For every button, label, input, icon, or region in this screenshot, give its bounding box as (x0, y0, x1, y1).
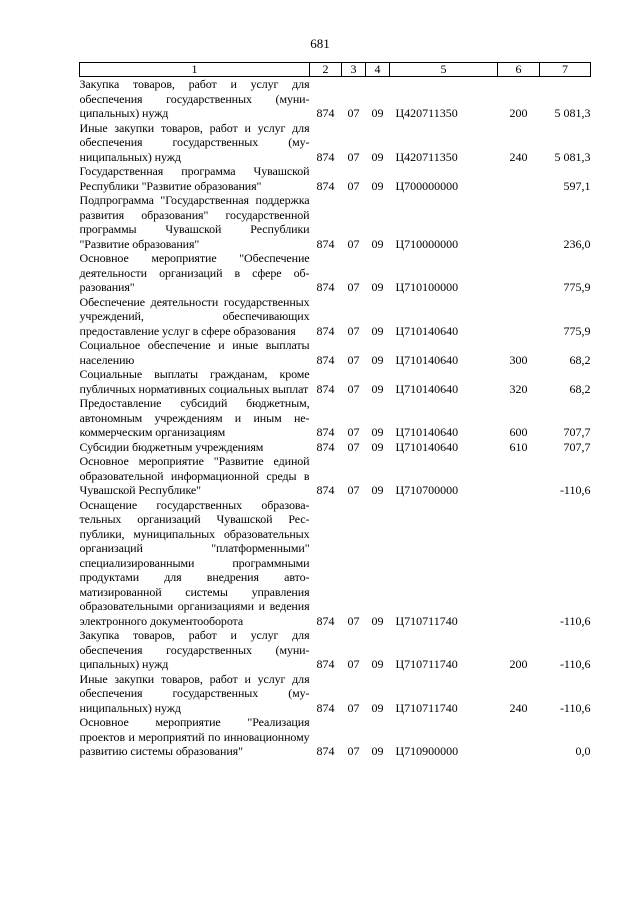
row-ministry-code: 874 (316, 381, 335, 396)
row-name: Иные закупки товаров, работ и услуг для обеспечения государственных (муниципальных) нужд (79, 671, 310, 715)
col-header-amount: 7 (540, 63, 591, 77)
row-expense-type: 300 (509, 352, 528, 367)
row-target-article: Ц710700000 (395, 483, 459, 497)
row-name: Субсидии бюджетным учреждениям (79, 439, 264, 454)
row-amount: 68,2 (569, 381, 591, 396)
row-expense-type (498, 193, 540, 251)
row-name: Подпрограмма "Государственная поддержка развития образования" государственной программы Чувашской Республики "Развитие образования" (79, 193, 310, 251)
row-subsection-code: 09 (371, 657, 384, 671)
row-amount: 68,2 (569, 352, 591, 367)
row-amount: 5 081,3 (554, 149, 591, 164)
row-subsection-code: 09 (371, 236, 384, 251)
row-name: Оснащение государственных образовательных организаций Чувашской Республики, муниципальных образовательных организаций "платформенными" специализированными программными продуктами для внедрения автоматизированной системы управления образовательными организациями и ведения электронного документооборота (79, 497, 310, 628)
row-expense-type: 240 (509, 700, 528, 715)
row-subsection-code: 09 (371, 149, 384, 164)
row-target-article: Ц700000000 (395, 178, 459, 193)
row-subsection-code: 09 (371, 280, 384, 294)
row-subsection-code: 09 (371, 439, 384, 454)
row-subsection-code: 09 (371, 700, 384, 715)
row-subsection-code: 09 (371, 381, 384, 396)
row-target-article: Ц710711740 (395, 657, 458, 671)
row-expense-type: 600 (509, 425, 528, 439)
row-amount: 0,0 (575, 744, 591, 758)
row-expense-type: 200 (509, 106, 528, 120)
table-row (80, 164, 591, 193)
row-ministry-code: 874 (316, 178, 335, 193)
row-amount: 775,9 (563, 280, 591, 294)
row-section-code: 07 (347, 483, 360, 497)
row-amount: 775,9 (563, 323, 591, 338)
col-header-subsection: 4 (366, 63, 390, 77)
row-ministry-code: 874 (316, 352, 335, 367)
row-name: Государственная программа Чувашской Республики "Развитие образования" (79, 164, 310, 193)
row-target-article: Ц710711740 (395, 613, 458, 628)
row-expense-type (498, 715, 540, 759)
row-subsection-code: 09 (371, 352, 384, 367)
row-section-code: 07 (347, 613, 360, 628)
row-section-code: 07 (347, 744, 360, 758)
row-amount: -110,6 (559, 483, 591, 497)
row-amount: 236,0 (563, 236, 591, 251)
row-target-article: Ц420711350 (395, 149, 458, 164)
col-header-section: 3 (342, 63, 366, 77)
row-expense-type: 200 (509, 657, 528, 671)
row-expense-type: 240 (509, 149, 528, 164)
row-section-code: 07 (347, 236, 360, 251)
col-header-ministry: 2 (310, 63, 342, 77)
row-name: Социальное обеспечение и иные выплаты населению (79, 338, 310, 367)
row-name: Закупка товаров, работ и услуг для обеспечения государственных (муниципальных) нужд (79, 77, 310, 120)
row-ministry-code: 874 (316, 323, 335, 338)
table-row (80, 367, 591, 396)
col-header-name: 1 (80, 63, 310, 77)
row-amount: 5 081,3 (554, 106, 591, 120)
row-target-article: Ц710140640 (395, 352, 459, 367)
row-section-code: 07 (347, 425, 360, 439)
row-subsection-code: 09 (371, 323, 384, 338)
table-row (80, 295, 591, 339)
row-amount: -110,6 (559, 657, 591, 671)
row-section-code: 07 (347, 106, 360, 120)
row-name: Основное мероприятие "Развитие единой образовательной информационной среды в Чувашской Республике" (79, 454, 310, 497)
row-name: Социальные выплаты гражданам, кроме публичных нормативных социальных выплат (79, 367, 310, 396)
table-body (80, 77, 591, 759)
table-row (80, 396, 591, 440)
page-number: 681 (310, 36, 330, 51)
row-name: Иные закупки товаров, работ и услуг для обеспечения государственных (муниципальных) нужд (79, 120, 310, 164)
row-ministry-code: 874 (316, 744, 335, 758)
row-amount: -110,6 (559, 613, 591, 628)
row-target-article: Ц710140640 (395, 439, 459, 454)
row-subsection-code: 09 (371, 106, 384, 120)
row-ministry-code: 874 (316, 236, 335, 251)
row-expense-type (498, 295, 540, 339)
row-section-code: 07 (347, 280, 360, 294)
row-target-article: Ц710711740 (395, 700, 458, 715)
row-ministry-code: 874 (316, 439, 335, 454)
row-name: Основное мероприятие "Обеспечение деятельности организаций в сфере образования" (79, 251, 310, 294)
row-amount: 707,7 (563, 439, 591, 454)
row-target-article: Ц710100000 (395, 280, 459, 294)
row-section-code: 07 (347, 178, 360, 193)
row-expense-type (498, 164, 540, 193)
row-ministry-code: 874 (316, 613, 335, 628)
table-row (80, 454, 591, 498)
row-subsection-code: 09 (371, 483, 384, 497)
row-section-code: 07 (347, 352, 360, 367)
table-row (80, 715, 591, 759)
row-ministry-code: 874 (316, 657, 335, 671)
row-amount: 597,1 (563, 178, 591, 193)
table-row (80, 338, 591, 367)
row-name: Закупка товаров, работ и услуг для обеспечения государственных (муниципальных) нужд (79, 628, 310, 671)
row-target-article: Ц710000000 (395, 236, 459, 251)
table-row (80, 672, 591, 716)
row-target-article: Ц710900000 (395, 744, 459, 758)
row-ministry-code: 874 (316, 280, 335, 294)
row-ministry-code: 874 (316, 106, 335, 120)
col-header-target-article: 5 (390, 63, 498, 77)
row-section-code: 07 (347, 700, 360, 715)
row-subsection-code: 09 (371, 613, 384, 628)
col-header-expense-type: 6 (498, 63, 540, 77)
row-ministry-code: 874 (316, 425, 335, 439)
budget-table (79, 62, 591, 759)
row-expense-type (498, 454, 540, 498)
row-name: Предоставление субсидий бюджетным, автономным учреждениям и иным некоммерческим организациям (79, 396, 310, 439)
table-row (80, 440, 591, 455)
row-ministry-code: 874 (316, 700, 335, 715)
row-amount: -110,6 (559, 700, 591, 715)
table-row (80, 121, 591, 165)
row-name: Обеспечение деятельности государственных учреждений, обеспечивающих предоставление услуг в сфере образования (79, 294, 310, 338)
row-section-code: 07 (347, 381, 360, 396)
header-row (80, 63, 591, 77)
row-expense-type: 610 (509, 439, 528, 454)
row-target-article: Ц710140640 (395, 381, 459, 396)
row-amount: 707,7 (563, 425, 591, 439)
row-subsection-code: 09 (371, 178, 384, 193)
row-expense-type (498, 251, 540, 295)
table-header (80, 63, 591, 77)
table-row (80, 628, 591, 672)
row-subsection-code: 09 (371, 425, 384, 439)
row-name: Основное мероприятие "Реализация проектов и мероприятий по инновационному развитию системы образования" (79, 715, 310, 758)
row-target-article: Ц710140640 (395, 425, 459, 439)
row-section-code: 07 (347, 657, 360, 671)
row-section-code: 07 (347, 439, 360, 454)
row-expense-type (498, 498, 540, 629)
row-target-article: Ц420711350 (395, 106, 458, 120)
row-ministry-code: 874 (316, 483, 335, 497)
row-section-code: 07 (347, 323, 360, 338)
row-target-article: Ц710140640 (395, 323, 459, 338)
row-expense-type: 320 (509, 381, 528, 396)
table-row (80, 77, 591, 121)
table-row (80, 498, 591, 629)
row-section-code: 07 (347, 149, 360, 164)
row-ministry-code: 874 (316, 149, 335, 164)
table-row (80, 193, 591, 251)
table-row (80, 251, 591, 295)
row-subsection-code: 09 (371, 744, 384, 758)
